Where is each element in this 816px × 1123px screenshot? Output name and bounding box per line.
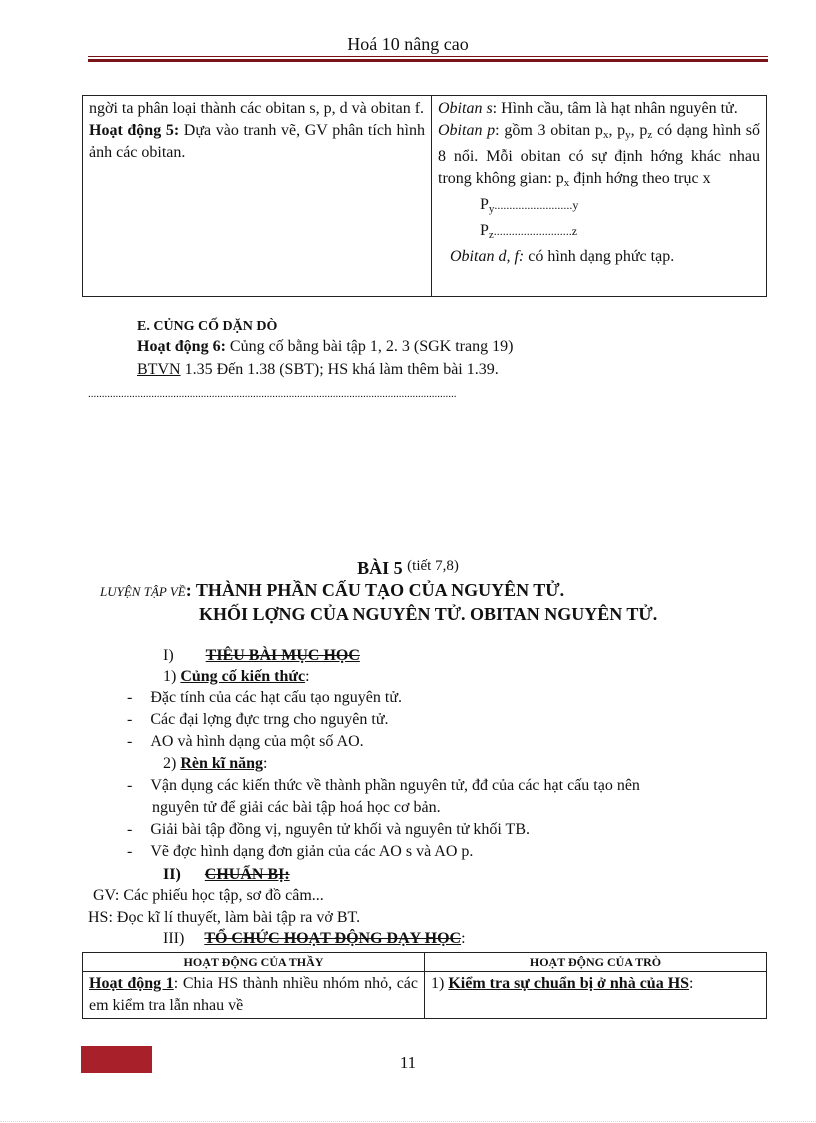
bullet2-1: - Vận dụng các kiến thức về thành phần nguyên tử, đđ của các hạt cấu tạo nên — [127, 777, 640, 794]
btvn-line — [137, 361, 499, 379]
section-e-title: E. CỦNG CỐ DẶN DÒ — [137, 319, 278, 334]
section1-sub1: 1) Củng cố kiến thức: — [163, 668, 310, 685]
obitan-p-text1: : gồm 3 obitan p — [495, 122, 603, 139]
sub-y: y — [625, 129, 631, 141]
hd6-label: Hoạt động 6: — [137, 338, 226, 355]
section3-heading: III) TỔ CHỨC HOẠT ĐỘNG DẠY HỌC: — [163, 930, 466, 947]
obitan-p-text2: có dạng hình số 8 nổi. Mỗi obitan có sự định hớng khác nhau trong không gian: p — [438, 122, 761, 187]
btvn-text: 1.35 Đến 1.38 (SBT); HS khá làm thêm bài 1.39. — [180, 361, 499, 378]
bullet1-2: - Các đại lợng đực trng cho nguyên tử. — [127, 711, 389, 728]
bullet2-3: - Vẽ đợc hình dạng đơn giản của các AO s và AO p. — [127, 843, 474, 860]
table2-left-cell: Hoạt động 1: Chia HS thành nhiều nhóm nhỏ, các em kiểm tra lẫn nhau về — [83, 972, 425, 1019]
sub-x2: x — [563, 177, 570, 189]
header-rule-thin — [88, 56, 768, 57]
gv-line: GV: Các phiếu học tập, sơ đồ câm... — [93, 887, 324, 904]
table2-right-cell: 1) Kiểm tra sự chuẩn bị ở nhà của HS: — [425, 972, 767, 1019]
obitan-df-line: Obitan d, f: có hình dạng phức tạp. — [450, 248, 675, 265]
py-line: $P_y..........................y$ — [480, 196, 579, 215]
header-rule-thick — [88, 59, 768, 62]
obitan-s-label: Obitan s — [438, 100, 493, 117]
lesson-tiet: (tiết 7,8) — [407, 558, 459, 574]
lesson-subtitle-1: LUYỆN TẬP VỀ: THÀNH PHẦN CẤU TẠO CỦA NGUYÊN TỬ. — [100, 580, 565, 600]
page-header-title: Hoá 10 nâng cao — [347, 34, 469, 54]
col-header-student: HOẠT ĐỘNG CỦA TRÒ — [425, 953, 767, 972]
page-number: 11 — [399, 1053, 417, 1072]
sub-z: z — [647, 129, 653, 141]
sub-x: x — [602, 129, 609, 141]
hd6-text: Củng cố bằng bài tập 1, 2. 3 (SGK trang 19) — [225, 338, 514, 355]
lesson-title: BÀI 5 $^{(tiết 7,8)}$ — [357, 558, 459, 578]
btvn-label: BTVN — [137, 361, 181, 378]
bullet2-1-cont: nguyên tử để giải các bài tập hoá học cơ bản. — [152, 799, 441, 816]
table1-left-p1: ngời ta phân loại thành các obitan s, p, d và obitan f. — [89, 100, 425, 117]
bullet2-2: - Giải bài tập đồng vị, nguyên tử khối và nguyên tử khối TB. — [127, 821, 530, 838]
activity-table-2 — [82, 952, 767, 1019]
bullet1-1: - Đặc tính của các hạt cấu tạo nguyên tử. — [127, 689, 402, 706]
section1-sub2: 2) Rèn kĩ năng: — [163, 755, 268, 772]
dotted-separator: ...................................................................................................................................... — [88, 388, 457, 400]
obitan-s-text: : Hình cầu, tâm là hạt nhân nguyên tử. — [492, 100, 738, 117]
obitan-p-label: Obitan p — [438, 122, 496, 139]
hd5-label: Hoạt động 5: — [89, 122, 180, 139]
section2-heading: II) CHUẨN BỊ: — [163, 866, 290, 883]
table1-left-cell — [83, 96, 432, 297]
col-header-teacher: HOẠT ĐỘNG CỦA THẦY — [83, 953, 425, 972]
comma1: , p — [608, 122, 626, 139]
hd6-line — [137, 338, 513, 356]
activity-table-1 — [82, 95, 767, 297]
section1-heading: I) TIÊU BÀI MỤC HỌC — [163, 647, 360, 664]
footer-dotted-line — [0, 1121, 816, 1122]
bullet1-3: - AO và hình dạng của một số AO. — [127, 733, 364, 750]
hs-line: HS: Đọc kĩ lí thuyết, làm bài tập ra vở BT. — [88, 909, 361, 926]
lesson-subtitle-2: KHỐI LỢNG CỦA NGUYÊN TỬ. OBITAN NGUYÊN TỬ. — [199, 604, 658, 624]
pz-line: $P_z..........................z$ — [480, 222, 578, 241]
table1-right-cell — [432, 96, 767, 297]
hd5-text: Dựa vào tranh vẽ, GV phân tích hình ảnh các obitan. — [89, 122, 425, 161]
obitan-p-text3: định hớng theo trục x — [569, 170, 711, 187]
comma2: , p — [630, 122, 648, 139]
